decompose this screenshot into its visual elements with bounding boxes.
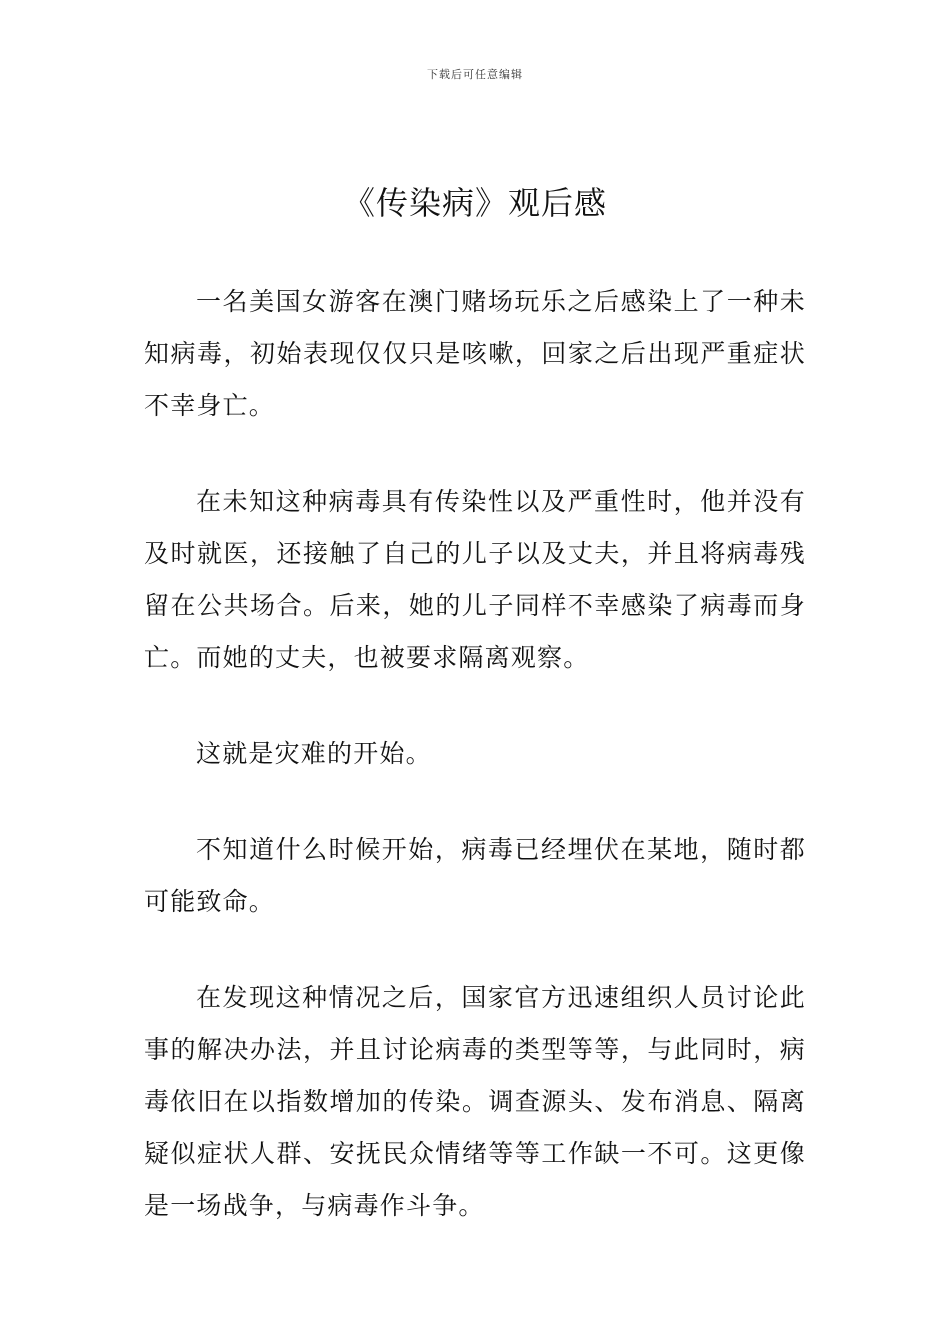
paragraph-1: 一名美国女游客在澳门赌场玩乐之后感染上了一种未知病毒，初始表现仅仅只是咳嗽，回家之后出现严重症状不幸身亡。	[144, 287, 806, 420]
paragraph-2: 在未知这种病毒具有传染性以及严重性时，他并没有及时就医，还接触了自己的儿子以及丈夫，并且将病毒残留在公共场合。后来，她的儿子同样不幸感染了病毒而身亡。而她的丈夫，也被要求隔离观察。	[144, 487, 806, 672]
paragraph-4: 不知道什么时候开始，病毒已经埋伏在某地，随时都可能致命。	[144, 835, 806, 916]
paragraph-5: 在发现这种情况之后，国家官方迅速组织人员讨论此事的解决办法，并且讨论病毒的类型等等，与此同时，病毒依旧在以指数增加的传染。调查源头、发布消息、隔离疑似症状人群、安抚民众情绪等等工作缺一不可。这更像是一场战争，与病毒作斗争。	[144, 983, 806, 1220]
paragraph-3: 这就是灾难的开始。	[196, 739, 432, 768]
document-title: 《传染病》观后感	[342, 184, 607, 222]
header-note: 下载后可任意编辑	[427, 68, 523, 81]
document-body	[144, 276, 806, 1232]
